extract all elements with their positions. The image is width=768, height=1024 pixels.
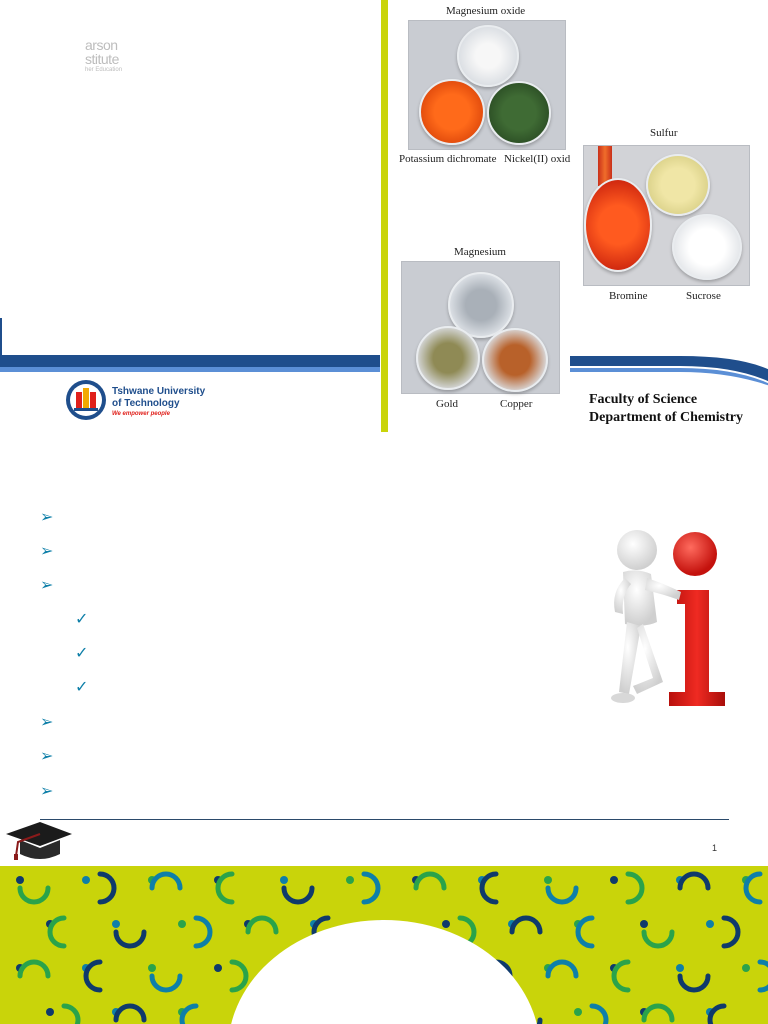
bullet-4: ➢ (40, 714, 54, 731)
decorative-pattern (0, 866, 768, 1024)
nickel-oxide-dish (487, 81, 551, 145)
title-slide (0, 0, 768, 432)
header-band (0, 355, 380, 367)
faculty-line1: Faculty of Science (589, 392, 698, 407)
photo-right-caption-right: Sucrose (686, 290, 721, 302)
potassium-dichromate-dish (419, 79, 485, 145)
bullet-1: ➢ (40, 509, 54, 526)
pattern-dot (82, 876, 90, 884)
photo-magnesium (401, 261, 560, 394)
pattern-dot (706, 920, 714, 928)
sulfur-dish (646, 154, 710, 216)
pattern-arc (20, 962, 48, 976)
pattern-arc (746, 874, 760, 902)
pattern-arc (578, 918, 592, 946)
pattern-arc (86, 962, 100, 990)
pearson-logo-line-2: stitute (85, 51, 119, 67)
copper-dish (482, 328, 548, 392)
photo-bottom-caption-left: Gold (436, 398, 458, 410)
pattern-arc (284, 888, 312, 902)
photo-top-caption-left: Potassium dichromate (399, 153, 497, 165)
pattern-arc (592, 1006, 606, 1024)
pattern-arc (218, 874, 232, 902)
header-band-accent (0, 367, 380, 372)
pattern-arc (482, 874, 496, 902)
university-logo (60, 378, 220, 422)
pattern-arc (116, 932, 144, 946)
pattern-dot (442, 920, 450, 928)
pattern-dot (346, 876, 354, 884)
pattern-arc (644, 932, 672, 946)
bullet-2: ➢ (40, 543, 54, 560)
pattern-arc (548, 888, 576, 902)
info-figure-icon (585, 522, 745, 722)
bullet-5: ➢ (40, 748, 54, 765)
pattern-arc (760, 962, 768, 990)
checkmark-3: ✓ (75, 679, 89, 696)
university-tagline: We empower people (112, 411, 170, 417)
pattern-dot (574, 1008, 582, 1016)
pearson-logo-line-1: arson (85, 37, 118, 53)
pattern-arc (548, 962, 576, 976)
pattern-dot (214, 964, 222, 972)
footer-rule (40, 819, 729, 820)
university-name-line2: of Technology (112, 398, 180, 409)
header-swoosh (570, 352, 768, 386)
pattern-arc (152, 874, 180, 888)
photo-magnesium-oxide (408, 20, 566, 150)
photo-sulfur (583, 145, 750, 286)
pattern-arc (644, 1006, 672, 1020)
university-name-line1: Tshwane University (112, 386, 206, 397)
pattern-arc (364, 874, 378, 902)
content-slide (0, 432, 768, 866)
photo-right-caption-left: Bromine (609, 290, 648, 302)
pearson-logo (85, 38, 122, 74)
photo-top-title: Magnesium oxide (446, 5, 526, 17)
bullet-3: ➢ (40, 577, 54, 594)
photo-top-caption-right: Nickel(II) oxid (504, 153, 571, 165)
photo-right-title: Sulfur (650, 127, 678, 139)
pattern-arc (182, 1006, 196, 1024)
pattern-dot (178, 920, 186, 928)
pattern-arc (628, 874, 642, 902)
page-number: 1 (712, 843, 718, 853)
pattern-arc (196, 918, 210, 946)
green-divider (381, 0, 388, 432)
pattern-arc (724, 918, 738, 946)
pattern-arc (50, 918, 64, 946)
pattern-dot (16, 876, 24, 884)
pattern-arc (20, 888, 48, 902)
bromine-flask-body (584, 178, 652, 272)
pattern-dot (676, 964, 684, 972)
left-edge-line (0, 318, 2, 358)
pattern-dot (742, 964, 750, 972)
pattern-arc (248, 918, 276, 932)
gold-dish (416, 326, 480, 390)
photo-bottom-caption-right: Copper (500, 398, 533, 410)
pattern-arc (416, 874, 444, 888)
pattern-arc (116, 1006, 144, 1020)
pattern-arc (232, 962, 246, 990)
pattern-dot (112, 920, 120, 928)
bullet-6: ➢ (40, 783, 54, 800)
pattern-dot (640, 920, 648, 928)
photo-bottom-title: Magnesium (454, 246, 506, 258)
pattern-arc (152, 976, 180, 990)
pattern-arc (680, 976, 708, 990)
pattern-arc (710, 1006, 724, 1024)
pattern-arc (614, 962, 628, 990)
magnesium-oxide-dish (457, 25, 519, 87)
faculty-line2: Department of Chemistry (589, 410, 743, 425)
university-crest-icon (60, 378, 112, 422)
graduation-cap-icon (4, 820, 74, 864)
sucrose-dish (672, 214, 742, 280)
pearson-logo-line-3: her Education (85, 67, 123, 73)
checkmark-1: ✓ (75, 611, 89, 628)
pattern-arc (680, 874, 708, 888)
pattern-dot (280, 876, 288, 884)
pattern-arc (512, 918, 540, 932)
pattern-arc (100, 874, 114, 902)
pattern-dot (610, 876, 618, 884)
pattern-dot (46, 1008, 54, 1016)
checkmark-2: ✓ (75, 645, 89, 662)
pattern-dot (148, 964, 156, 972)
pattern-dot (544, 876, 552, 884)
pattern-arc (64, 1006, 78, 1024)
